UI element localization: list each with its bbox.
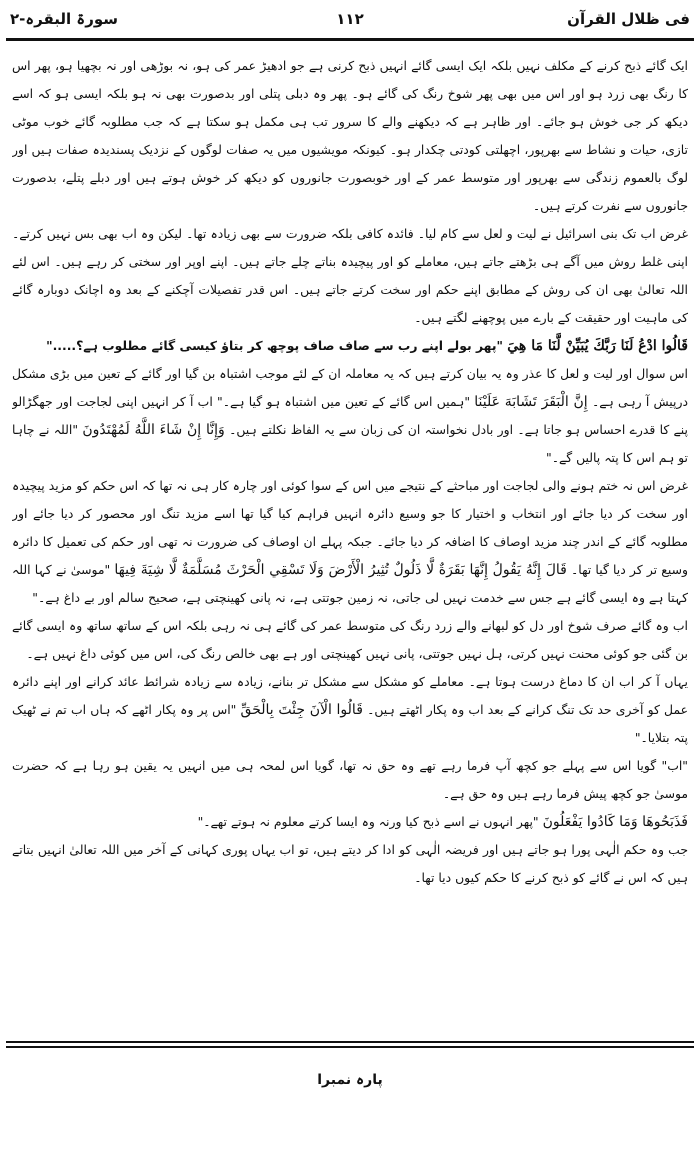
paragraph-text: غرض اس نہ ختم ہونے والی لجاجت اور مباحثے کے نتیجے میں اس کے سوا کوئی اور چارہ کار ہی نہ تھا کہ اس حکم کو مزید پیچیدہ اور سخت کر دیا جائے اور انتخاب و اختیار کا جو وسیع دائرہ انہیں فراہم کیا گیا تھا اسے مزید تنگ اور محصور کر دیا جائے اور مطلوبہ گائے کے اندر چند مزید اوصاف کا اضافہ کر دیا جائے۔ جبکہ پہلے ان اوصاف کی ضرورت نہ تھی اور حکم کی تعمیل کا دائرہ وسیع تر کر دیا گیا تھا۔ <box>12 478 688 577</box>
page-footer: پارہ نمبرا <box>317 1072 383 1088</box>
page-number: ۱۱۲ <box>336 10 364 28</box>
quran-verse: قَالَ إِنَّهُ يَقُولُ إِنَّهَا بَقَرَةٌ لَّا ذَلُولٌ تُثِيرُ الْأَرْضَ وَلَا تَسْقِي الْحَرْثَ مُسَلَّمَةٌ لَّا شِيَةَ فِيهَا <box>114 562 567 578</box>
paragraph <box>12 668 688 752</box>
paragraph-text: غرض اب تک بنی اسرائیل نے لیت و لعل سے کام لیا۔ فائدہ کافی بلکہ ضرورت سے بھی زیادہ تھا۔ لیکن وہ اب بھی بس نہیں کرتے۔ اپنی غلط روش میں آگے ہی بڑھتے جاتے ہیں، معاملے کو اور پیچیدہ بناتے چلے جاتے ہیں۔ اپنے اوپر اور سختی کر رہے ہیں۔ اس لئے اللہ تعالیٰ بھی ان کی روش کے مطابق اپنے حکم اور سخت کرتے جاتے ہیں۔ اس قدر تفصیلات آچکنے کے بعد وہ اچانک دوبارہ گائے کی ماہیت اور حقیقت کے بارے میں پوچھنے لگتے ہیں۔ <box>12 226 688 325</box>
paragraph-text: اس سوال اور لیت و لعل کا عذر وہ یہ بیان کرتے ہیں کہ یہ معاملہ ان کے لئے موجب اشتباہ بن گیا اور گائے کے تعین میں بڑی مشکل درپیش آ رہی ہے۔ <box>12 366 688 409</box>
header-rule <box>6 38 694 41</box>
paragraph-text: اب وہ گائے صرف شوخ اور دل کو لبھانے والے زرد رنگ کی متوسط عمر کی گائے ہی نہ رہی بلکہ اس کے ساتھ ساتھ وہ ایسی گائے بن گئی جو کوئی محنت نہیں کرتی، ہل نہیں جوتتی، پانی نہیں کھینچتی اور ہے بھی خالص رنگ کی، اس میں کوئی داغ نہیں ہے۔ <box>12 618 688 661</box>
paragraph <box>12 808 688 836</box>
paragraph-text: جب وہ حکم الٰہی پورا ہو جاتے ہیں اور فریضہ الٰہی کو ادا کر دیتے ہیں، تو اب یہاں پوری کہانی کے آخر میں اللہ تعالیٰ انہیں بتاتے ہیں کہ اس نے گائے کو ذبح کرنے کا حکم کیوں دیا تھا۔ <box>12 842 688 885</box>
paragraph <box>12 360 688 472</box>
paragraph <box>12 752 688 808</box>
page-header <box>6 6 694 36</box>
footer-rule-lower <box>6 1046 694 1048</box>
surah-name: سورۃ البقرہ-۲ <box>10 10 118 28</box>
quran-verse: قَالُوا الْآنَ جِئْتَ بِالْحَقِّ <box>240 702 363 718</box>
paragraph-text: "اب" گویا اس سے پہلے جو کچھ آپ فرما رہے تھے وہ حق نہ تھا، گویا اس لمحہ ہی میں انہیں یہ یقین ہو رہا ہے کہ حضرت موسیٰ جو کچھ پیش فرما رہے ہیں وہ حق ہے۔ <box>12 758 688 801</box>
paragraph-text: "موسیٰ نے کہا اللہ کہتا ہے وہ ایسی گائے ہے جس سے خدمت نہیں لی جاتی، نہ زمین جوتتی ہے، نہ پانی کھینچتی ہے، صحیح سالم اور بے داغ ہے۔" <box>12 562 688 605</box>
paragraph <box>12 472 688 612</box>
body-text <box>12 52 688 1032</box>
quran-verse: قَالُوا ادْعُ لَنَا رَبَّكَ يُبَيِّنْ لَّنَا مَا هِيَ <box>507 338 688 354</box>
paragraph-text: "ہمیں اس گائے کے تعین میں اشتباہ ہو گیا ہے۔" اب آ کر انہیں اپنی لجاجت اور جھگڑالو پنے کا قدرے احساس ہو جاتا ہے۔ اور بادل نخواستہ ان کی زبان سے یہ الفاظ نکلتے ہیں۔ <box>12 394 688 437</box>
paragraph-text: ایک گائے ذبح کرنے کے مکلف نہیں بلکہ ایک ایسی گائے انہیں ذبح کرنی ہے جو ادھیڑ عمر کی ہو، نہ بوڑھی اور نہ بچھیا ہو، پھر اس کا رنگ بھی زرد ہو اور اس میں بھی پھر شوخ رنگ کی گائے ہو۔ پھر وہ دبلی پتلی اور بدصورت بھی نہ ہو بلکہ ایسی ہو کہ اسے دیکھ کر جی خوش ہو جائے۔ اور ظاہر ہے کہ دیکھنے والے کا سرور تب ہی مکمل ہو سکتا ہے کہ جب مطلوبہ گائے خوب موٹی تازی، حیات و نشاط سے بھرپور، اچھلتی کودتی چکدار ہو۔ کیونکہ مویشیوں میں یہ صفات لوگوں کے نزدیک پسندیدہ صفات ہیں اور لوگ بالعموم زندگی سے بھرپور اور متوسط عمر کے اور خوبصورت جانوروں کو دیکھ کر خوش ہوتے ہیں اور دبلے پتلے، بدصورت جانوروں سے نفرت کرتے ہیں۔ <box>12 58 688 213</box>
paragraph-text: "اللہ نے چاہا تو ہم اس کا پتہ پالیں گے۔" <box>12 422 688 465</box>
paragraph <box>12 220 688 332</box>
paragraph <box>12 836 688 892</box>
paragraph-text: "پھر بولے اپنے رب سے صاف صاف پوچھ کر بتاؤ کیسی گائے مطلوب ہے؟....." <box>46 338 508 353</box>
book-title: فی ظلال القرآن <box>567 10 690 28</box>
paragraph-text: یہاں آ کر اب ان کا دماغ درست ہوتا ہے۔ معاملے کو مشکل سے مشکل تر بنانے، زیادہ سے زیادہ شرائط عائد کرانے اور اپنے دائرہ عمل کو آخری حد تک تنگ کرانے کے بعد اب وہ پکار اٹھتے ہیں۔ <box>12 674 688 717</box>
paragraph <box>12 52 688 220</box>
footer-rule-upper <box>6 1041 694 1043</box>
paragraph <box>12 612 688 668</box>
quran-verse: فَذَبَحُوهَا وَمَا كَادُوا يَفْعَلُونَ <box>542 814 688 830</box>
paragraph-text: "اس پر وہ پکار اٹھے کہ ہاں اب تم نے ٹھیک پتہ بتلایا۔" <box>12 702 688 745</box>
quran-verse: وَإِنَّا إِنْ شَاءَ اللَّهُ لَمُهْتَدُونَ <box>82 422 225 438</box>
quran-verse: إِنَّ الْبَقَرَ تَشَابَهَ عَلَيْنَا <box>474 394 588 410</box>
paragraph <box>12 332 688 360</box>
paragraph-text: "پھر انہوں نے اسے ذبح کیا ورنہ وہ ایسا کرتے معلوم نہ ہوتے تھے۔" <box>197 814 543 829</box>
